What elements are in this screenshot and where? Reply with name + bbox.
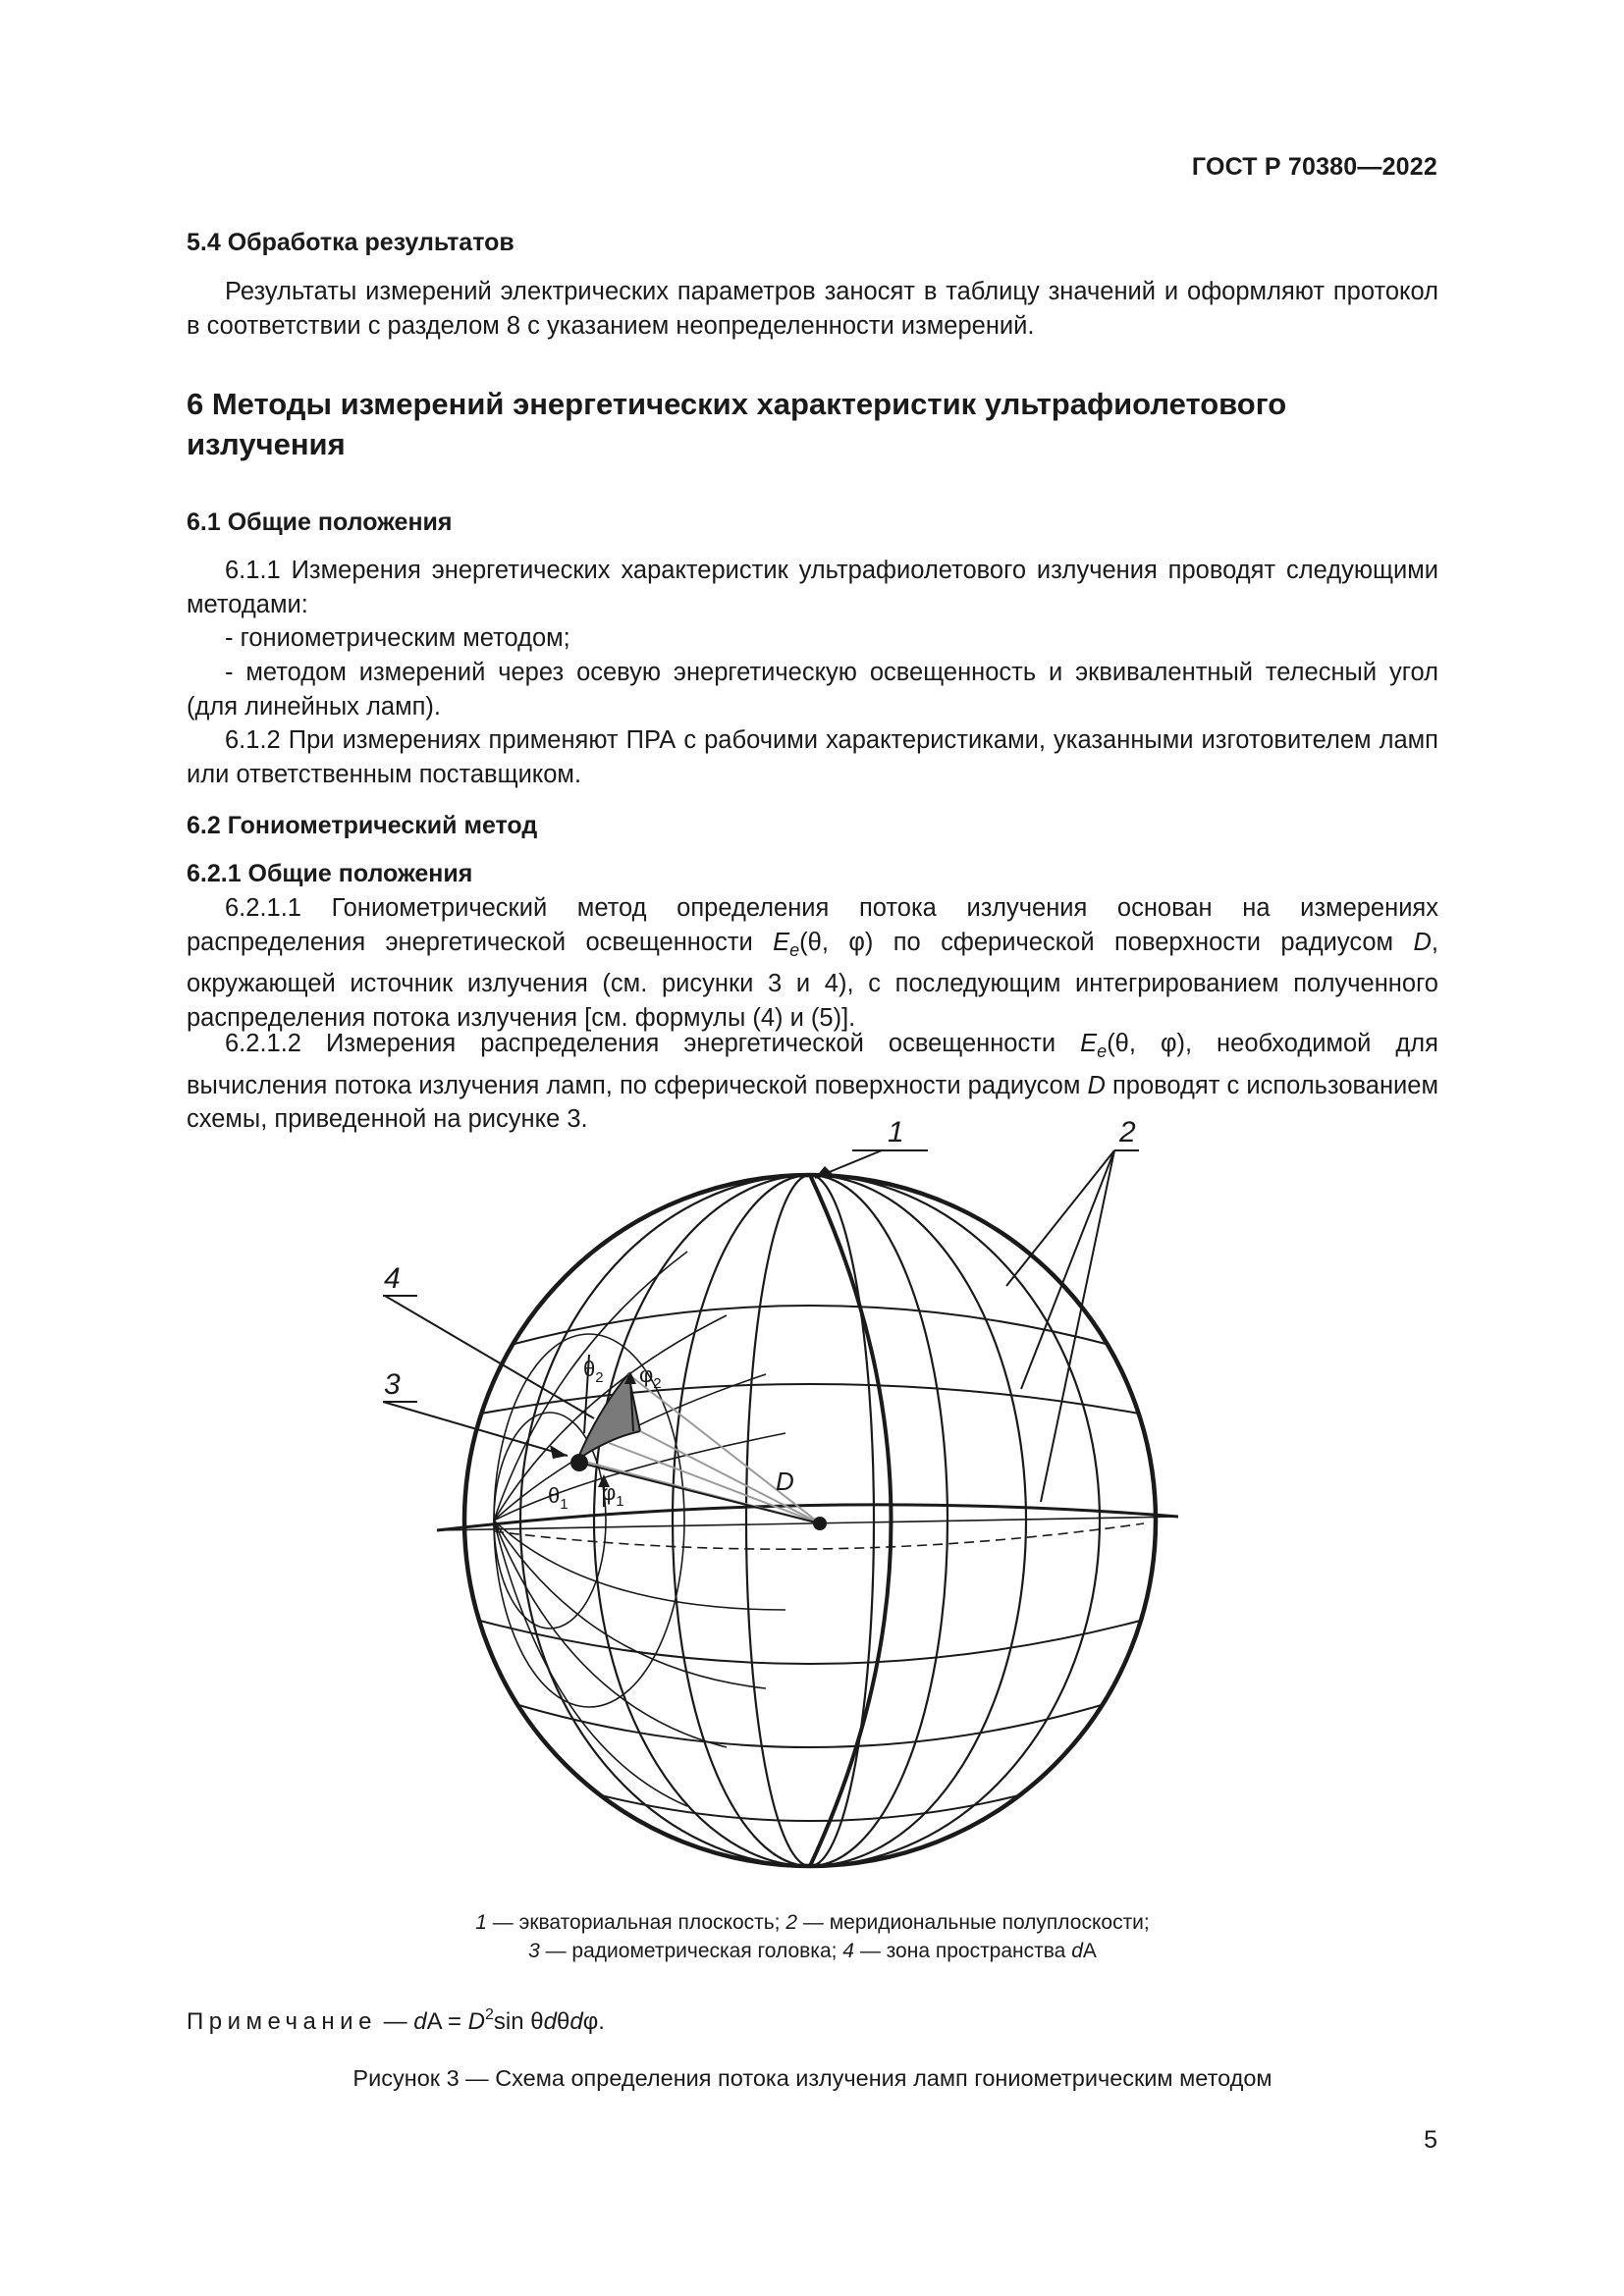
figure-note: Примечание — dA = $D^2\sin$ θdθdφ. [187,2006,605,2035]
figure-title: Рисунок 3 — Схема определения потока излучения ламп гониометрическим методом [352,2065,1272,2091]
section-5-4-heading: 5.4 Обработка результатов [187,229,514,256]
label-2: 2 [1119,1116,1136,1148]
section-6-2-heading: 6.2 Гониометрический метод [187,812,538,839]
label-3: 3 [384,1368,401,1401]
paragraph-6-2-1-1: 6.2.1.1 Гониометрический метод определения потока излучения основан на измерениях распределения энергетической освещенности $E_e(\theta$, φ) по сферической поверхности радиусом D, окружающей источник излучения (см. рисунки 3 и 4), с последующим интегрированием полученного распределения потока излучения [см. формулы (4) и (5)]. [187,894,1438,1032]
label-D: D [776,1467,794,1496]
section-6-2-1-heading: 6.2.1 Общие положения [187,860,473,887]
parallel-lines [476,1306,1144,1875]
section-6-heading: 6 Методы измерений энергетических характеристик ультрафиолетового излучения [187,387,1287,461]
paragraph-6-1-2: 6.1.2 При измерениях применяют ПРА с рабочими характеристиками, указанными изготовителем ламп или ответственным поставщиком. [187,726,1438,788]
list-item-goniometric: - гониометрическим методом; [225,624,570,652]
label-1: 1 [888,1116,904,1148]
page-number: 5 [1424,2126,1437,2154]
arrowhead-3 [550,1445,568,1459]
radiometric-head-point [570,1454,588,1471]
paragraph-6-1-1: 6.1.1 Измерения энергетических характеристик ультрафиолетового излучения проводят следующими методами: [187,557,1438,618]
section-6-1-heading: 6.1 Общие положения [187,508,453,536]
paragraph-6-2-1-2: 6.2.1.2 Измерения распределения энергетической освещенности $E_e(\theta$, φ), необходимой для вычисления потока излучения ламп, по сферической поверхности радиусом D проводят с использованием схемы, приведенной на рисунке 3. [187,1030,1438,1133]
theta2-symbol: $\theta_2$ [583,1357,604,1386]
phi1-symbol: $\varphi_1$ [602,1480,624,1510]
theta1-symbol: $\theta_1$ [548,1483,568,1513]
document-header: ГОСТ Р 70380—2022 [1191,153,1437,181]
list-item-axial: - методом измерений через осевую энергетическую освещенность и эквивалентный телесный угол (для линейных ламп). [187,659,1438,721]
figure-legend-line-1: 1 — экваториальная плоскость; 2 — меридиональные полуплоскости; [475,1911,1150,1934]
section-5-4-paragraph: Результаты измерений электрических параметров заносят в таблицу значений и оформляют протокол в соответствии с разделом 8 с указанием неопределенности измерений. [187,278,1438,340]
figure-legend-line-2: 3 — радиометрическая головка; 4 — зона пространства dA [528,1940,1097,1962]
source-center-point [813,1517,827,1530]
label-4: 4 [384,1262,401,1295]
phi2-symbol: $\varphi_2$ [639,1362,662,1392]
